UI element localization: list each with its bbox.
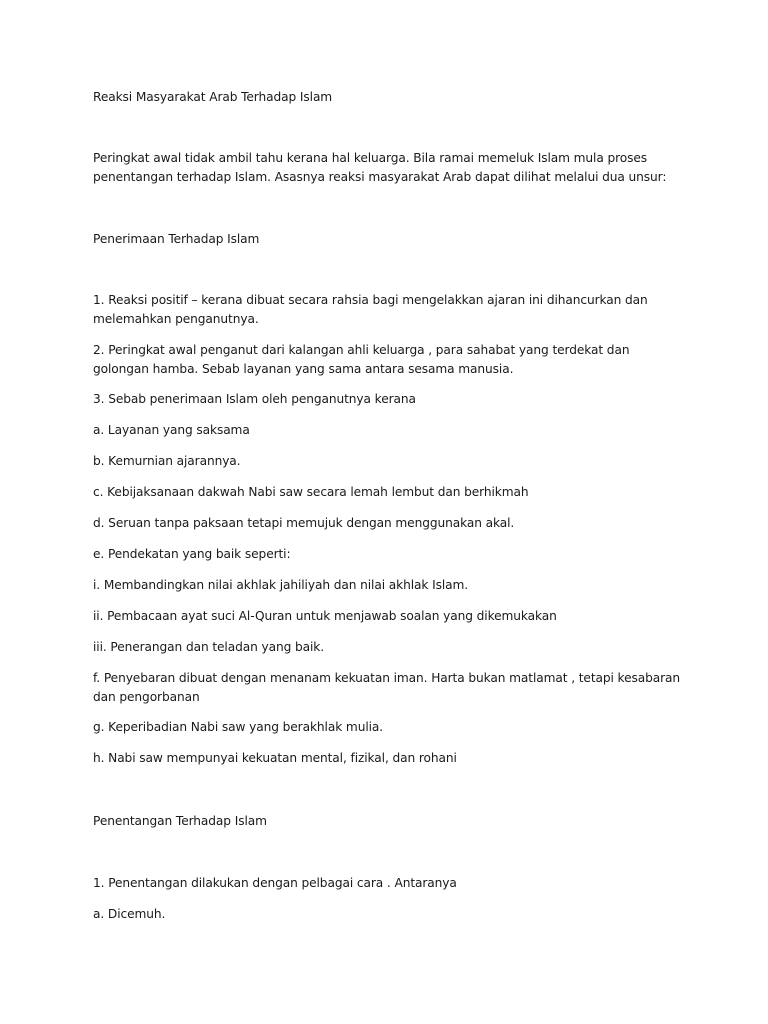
list-item: 3. Sebab penerimaan Islam oleh penganutnya kerana <box>93 392 416 406</box>
list-item: 2. Peringkat awal penganut dari kalangan ahli keluarga , para sahabat yang terdekat dan golongan hamba. Sebab layanan yang sama antara sesama manusia. <box>93 343 630 376</box>
list-item: b. Kemurnian ajarannya. <box>93 454 241 468</box>
list-item: g. Keperibadian Nabi saw yang berakhlak mulia. <box>93 720 384 734</box>
list-item: f. Penyebaran dibuat dengan menanam kekuatan iman. Harta bukan matlamat , tetapi kesabaran dan pengorbanan <box>93 671 681 704</box>
intro-paragraph: Peringkat awal tidak ambil tahu kerana hal keluarga. Bila ramai memeluk Islam mula proses penentangan terhadap Islam. Asasnya reaksi masyarakat Arab dapat dilihat melalui dua unsur: <box>93 151 667 184</box>
list-item: ii. Pembacaan ayat suci Al-Quran untuk menjawab soalan yang dikemukakan <box>93 609 557 623</box>
section-heading-penentangan: Penentangan Terhadap Islam <box>93 814 267 828</box>
list-item: 1. Penentangan dilakukan dengan pelbagai cara . Antaranya <box>93 876 457 890</box>
list-item: e. Pendekatan yang baik seperti: <box>93 547 291 561</box>
list-item: a. Layanan yang saksama <box>93 423 250 437</box>
list-item: a. Dicemuh. <box>93 907 166 921</box>
list-item: i. Membandingkan nilai akhlak jahiliyah dan nilai akhlak Islam. <box>93 578 469 592</box>
list-item: d. Seruan tanpa paksaan tetapi memujuk dengan menggunakan akal. <box>93 516 515 530</box>
list-item: iii. Penerangan dan teladan yang baik. <box>93 640 325 654</box>
list-item: c. Kebijaksanaan dakwah Nabi saw secara lemah lembut dan berhikmah <box>93 485 529 499</box>
document-title: Reaksi Masyarakat Arab Terhadap Islam <box>93 90 333 104</box>
list-item: 1. Reaksi positif – kerana dibuat secara rahsia bagi mengelakkan ajaran ini dihancurkan dan melemahkan penganutnya. <box>93 293 648 326</box>
list-item: h. Nabi saw mempunyai kekuatan mental, fizikal, dan rohani <box>93 751 457 765</box>
section-heading-penerimaan: Penerimaan Terhadap Islam <box>93 232 260 246</box>
